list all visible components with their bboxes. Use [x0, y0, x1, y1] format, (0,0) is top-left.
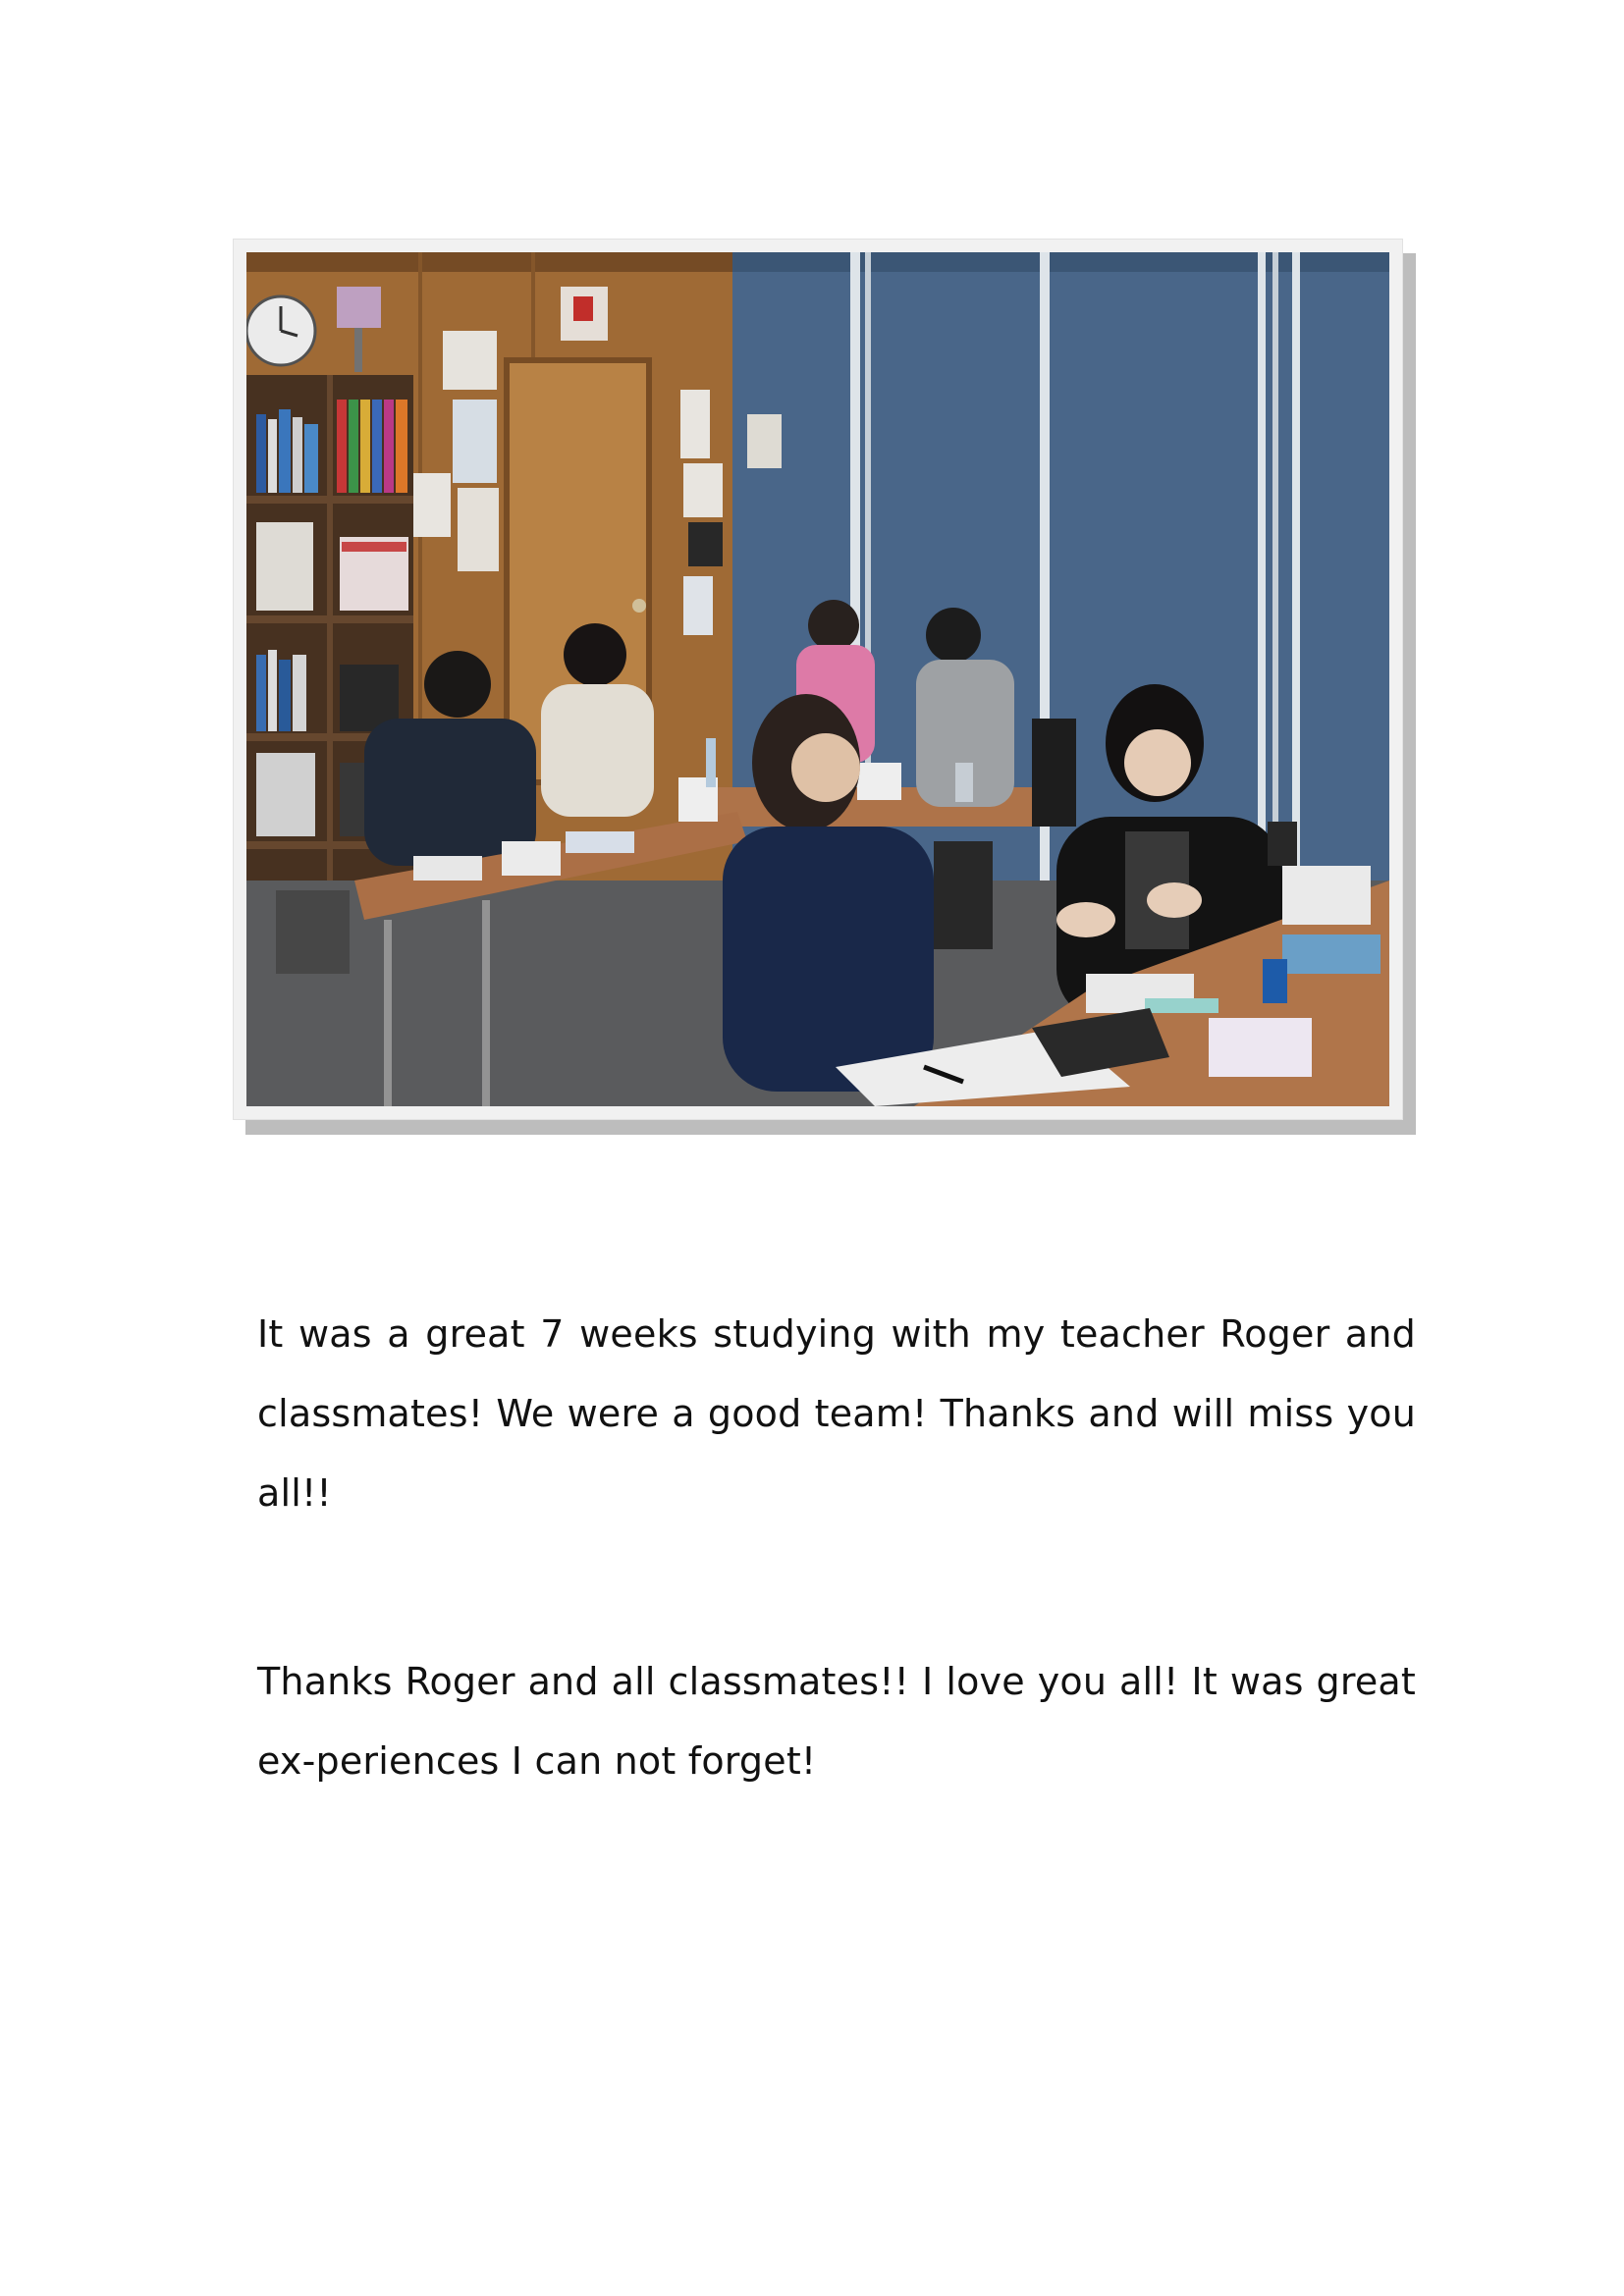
group-photo: [246, 252, 1389, 1106]
photo-frame: [233, 239, 1403, 1120]
classroom-photo-illustration: [246, 252, 1389, 1106]
paragraph-1: It was a great 7 weeks studying with my teacher Roger and classmates! We were a good team! Thanks and will miss you all!!: [257, 1312, 1416, 1515]
paragraph-2: Thanks Roger and all classmates!! I love you all! It was great ex-periences I can not forget!: [257, 1660, 1416, 1783]
